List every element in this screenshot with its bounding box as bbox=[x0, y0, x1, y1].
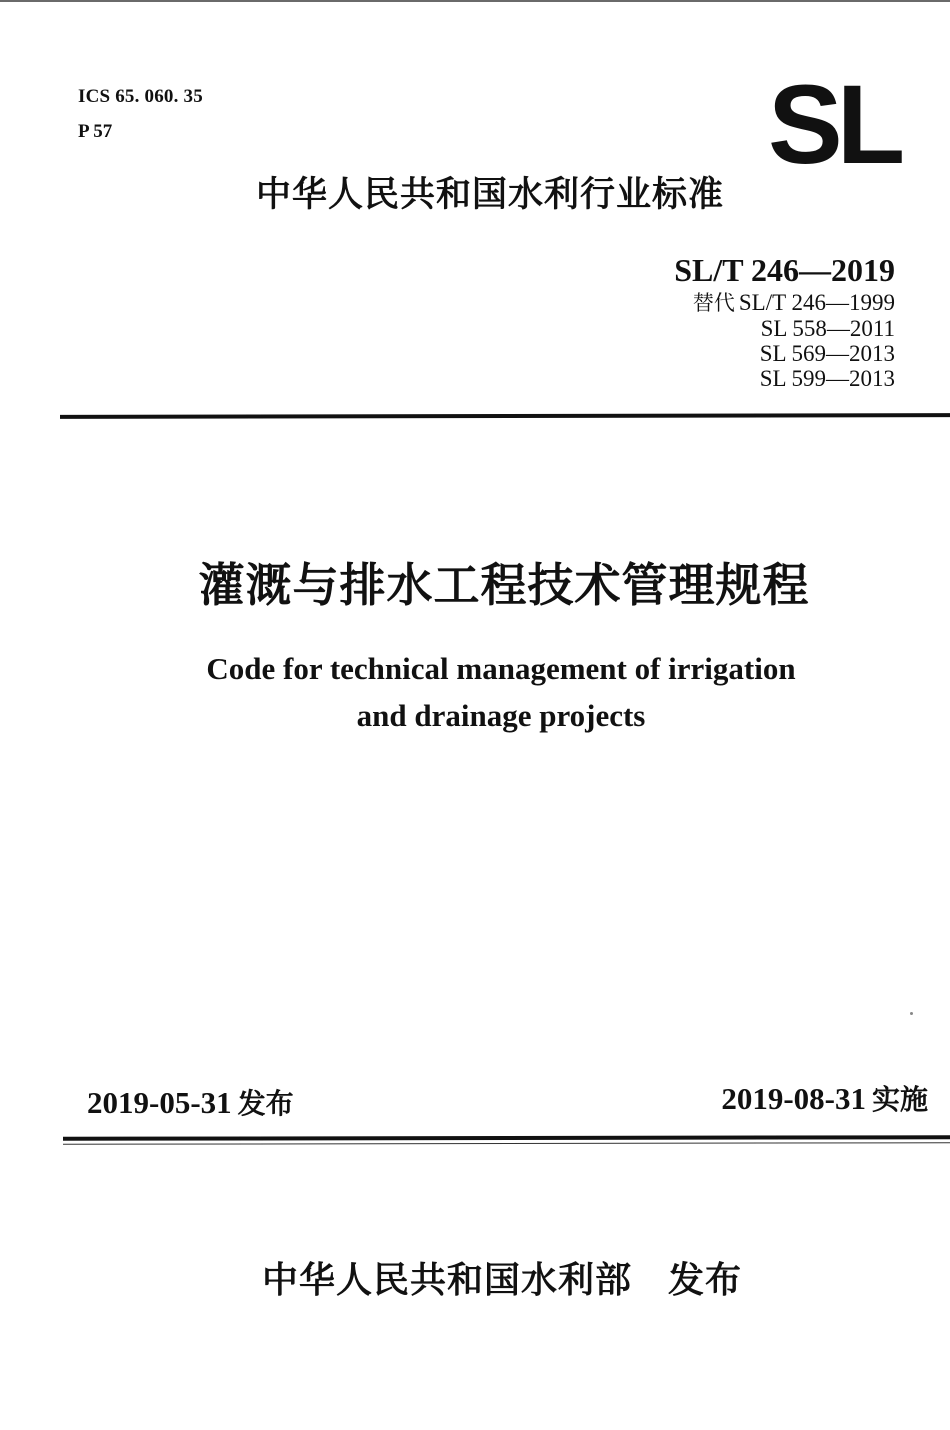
replaces-prefix: 替代 bbox=[692, 291, 735, 315]
replaced-standard: SL/T 246—1999 bbox=[738, 290, 895, 315]
chinese-title: 灌溉与排水工程技术管理规程 bbox=[198, 558, 810, 612]
standard-number: SL/T 246—2019 bbox=[674, 252, 895, 288]
implementation-date-value: 2019-08-31 bbox=[721, 1081, 866, 1116]
implementation-label: 实施 bbox=[871, 1083, 928, 1116]
replaced-standard-row bbox=[693, 290, 895, 316]
issue-date-value: 2019-05-31 bbox=[87, 1085, 232, 1120]
ics-code: ICS 65. 060. 35 bbox=[78, 86, 203, 107]
issue-label: 发布 bbox=[237, 1087, 294, 1120]
english-title-line: Code for technical management of irrigation bbox=[206, 651, 796, 686]
english-title bbox=[0, 645, 950, 739]
replaced-standard-row bbox=[693, 316, 895, 341]
replaced-standard-row bbox=[693, 366, 895, 391]
replaced-standard: SL 599—2013 bbox=[759, 366, 895, 391]
replaced-standard: SL 558—2011 bbox=[760, 316, 895, 341]
english-title-line: and drainage projects bbox=[356, 698, 646, 733]
replaced-standard-row bbox=[693, 341, 895, 366]
classification-code: P 57 bbox=[78, 121, 113, 142]
implementation-date bbox=[721, 1077, 928, 1122]
page-top-border bbox=[0, 0, 950, 2]
footer-divider-thin bbox=[63, 1142, 950, 1145]
publish-label: 发布 bbox=[668, 1260, 743, 1301]
replaced-standard: SL 569—2013 bbox=[759, 341, 895, 366]
scan-speck bbox=[910, 1012, 913, 1015]
header-divider bbox=[60, 413, 950, 419]
replaced-standards bbox=[693, 290, 895, 391]
sl-logo: SL bbox=[768, 82, 900, 168]
publisher-name: 中华人民共和国水利部 bbox=[262, 1260, 633, 1301]
issue-date bbox=[87, 1081, 294, 1126]
industry-standard-title: 中华人民共和国水利行业标准 bbox=[256, 175, 725, 215]
footer-divider-thick bbox=[63, 1135, 950, 1141]
publisher bbox=[262, 1255, 742, 1307]
